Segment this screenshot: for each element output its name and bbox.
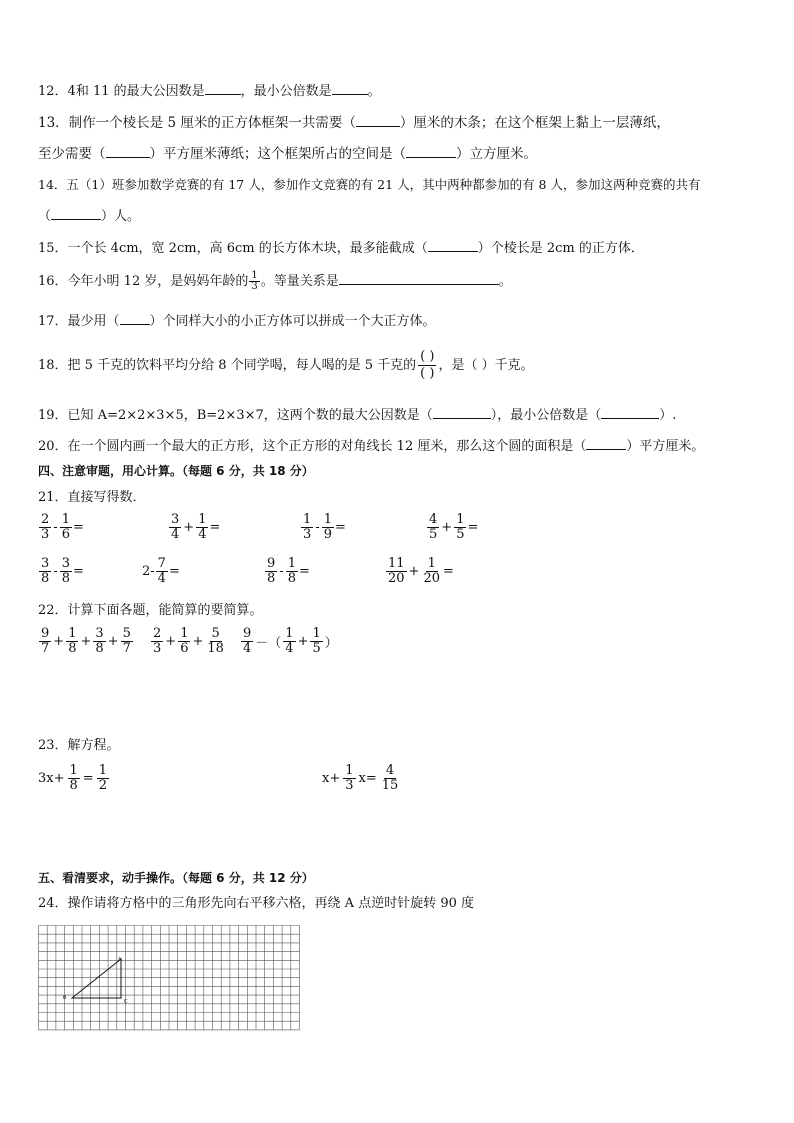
fraction: $\frac{9}{4}$ <box>243 626 252 656</box>
section-5-heading: 五、看清要求，动手操作。（每题 6 分，共 12 分） <box>38 871 314 885</box>
fraction: $\frac{1}{5}$ <box>456 512 465 542</box>
fraction: $\frac{5}{18}$ <box>207 626 224 656</box>
q21-expression: $\frac{2}{3}$ - $\frac{1}{6}$ = <box>41 512 84 542</box>
q21-expression: 2- $\frac{7}{4}$ = <box>142 556 180 586</box>
answer-blank[interactable] <box>51 207 101 220</box>
question-24-title: 24．操作请将方格中的三角形先向右平移六格，再绕 A 点逆时针旋转 90 度 <box>38 896 475 911</box>
grid-diagram[interactable] <box>38 925 300 1037</box>
q21-expression: $\frac{9}{8}$ - $\frac{1}{8}$ = <box>267 556 310 586</box>
question-13-line-1: 13．制作一个棱长是 5 厘米的正方体框架一共需要（ ）厘米的木条；在这个框架上黏上一层薄纸， <box>38 115 670 131</box>
q22-expression-2: $\frac{2}{3}$ + $\frac{1}{6}$ + $\frac{5}{18}$ <box>153 626 224 656</box>
answer-blank[interactable] <box>205 82 241 95</box>
fraction: $\frac{1}{8}$ <box>69 763 78 793</box>
answer-blank[interactable] <box>586 437 626 450</box>
question-14-line-2: （ ）人。 <box>38 209 141 224</box>
fraction: $\frac{4}{15}$ <box>381 763 399 793</box>
fraction: $\frac{2}{3}$ <box>41 512 50 542</box>
question-15: 15．一个长 4cm，宽 2cm，高 6cm 的长方体木块，最多能截成（ ）个棱长是 2cm 的正方体． <box>38 241 644 256</box>
fraction: $\frac{4}{5}$ <box>429 512 438 542</box>
fraction: $\frac{1}{8}$ <box>68 626 77 656</box>
answer-blank[interactable] <box>406 145 456 158</box>
q21-expression: $\frac{1}{3}$ - $\frac{1}{9}$ = <box>303 512 346 542</box>
grid-lines <box>39 926 300 1030</box>
q22-expression-1: $\frac{9}{7}$ + $\frac{1}{8}$ + $\frac{3}{8}$ + $\frac{5}{7}$ <box>41 626 131 656</box>
question-19: 19．已知 A=2×2×3×5，B=2×3×7，这两个数的最大公因数是（ ），最小公倍数是（ ）. <box>38 408 677 423</box>
question-20: 20．在一个圆内画一个最大的正方形，这个正方形的对角线长 12 厘米，那么这个圆的面积是（ ）平方厘米。 <box>38 439 705 454</box>
fraction: $\frac{1}{20}$ <box>423 556 440 586</box>
fraction: $\frac{1}{3}$ <box>345 763 354 793</box>
fraction: $\frac{3}{8}$ <box>61 556 70 586</box>
answer-blank[interactable] <box>332 82 368 95</box>
q22-expression-3: $\frac{9}{4}$ －（ $\frac{1}{4}$ + $\frac{1}{5}$ ） <box>243 626 338 656</box>
question-13-line-2: 至少需要（ ）平方厘米薄纸；这个框架所占的空间是（ ）立方厘米。 <box>38 146 537 162</box>
fraction: $\frac{1}{8}$ <box>287 556 296 586</box>
question-18: 18．把 5 千克的饮料平均分给 8 个同学喝，每人喝的是 5 千克的 $\frac{( )}{( )}$ ，是（ ）千克。 <box>38 349 534 381</box>
answer-blank[interactable] <box>106 145 150 158</box>
answer-blank[interactable] <box>601 406 659 419</box>
answer-blank[interactable] <box>433 406 491 419</box>
question-12: 12．4和 11 的最大公因数是 ，最小公倍数是 。 <box>38 84 381 99</box>
fraction: $\frac{5}{7}$ <box>122 626 131 656</box>
fraction: $\frac{1}{5}$ <box>312 626 321 656</box>
fraction: $\frac{7}{4}$ <box>157 556 166 586</box>
section-4-heading: 四、注意审题，用心计算。（每题 6 分，共 18 分） <box>38 464 314 478</box>
question-14-line-1: 14．五（1）班参加数学竞赛的有 17 人，参加作文竞赛的有 21 人，其中两种都参加的有 8 人，参加这两种竞赛的共有 <box>38 177 701 192</box>
fraction: $\frac{11}{20}$ <box>388 556 405 586</box>
fraction: $\frac{1}{4}$ <box>198 512 207 542</box>
question-17: 17．最少用（ ）个同样大小的小正方体可以拼成一个大正方体。 <box>38 314 436 329</box>
fraction: $\frac{1}{9}$ <box>323 512 332 542</box>
q21-expression: $\frac{11}{20}$ + $\frac{1}{20}$ = <box>388 556 454 586</box>
fraction: $\frac{9}{8}$ <box>267 556 276 586</box>
fraction: $\frac{1}{6}$ <box>180 626 189 656</box>
fraction: $\frac{1}{2}$ <box>98 763 107 793</box>
vertex-label-a: A <box>118 957 122 963</box>
blank-fraction[interactable]: $\frac{( )}{( )}$ <box>420 349 435 381</box>
fraction: $\frac{1}{3}$ <box>303 512 312 542</box>
fraction: $\frac{3}{8}$ <box>41 556 50 586</box>
q21-expression: $\frac{4}{5}$ + $\frac{1}{5}$ = <box>429 512 479 542</box>
triangle-abc <box>72 959 121 998</box>
question-23-title: 23．解方程。 <box>38 738 120 753</box>
vertex-label-b: B <box>63 995 67 1001</box>
fraction: $\frac{9}{7}$ <box>41 626 50 656</box>
fraction: $\frac{3}{8}$ <box>95 626 104 656</box>
fraction: $\frac{3}{4}$ <box>171 512 180 542</box>
answer-blank[interactable] <box>356 114 400 127</box>
question-22-title: 22．计算下面各题，能简算的要简算。 <box>38 603 263 618</box>
question-21-title: 21．直接写得数． <box>38 490 146 505</box>
fraction: $\frac{1}{3}$ <box>251 270 258 292</box>
fraction: $\frac{1}{6}$ <box>61 512 70 542</box>
answer-blank[interactable] <box>120 312 150 325</box>
q23-equation-1: 3x+ $\frac{1}{8}$ = $\frac{1}{2}$ <box>38 763 107 793</box>
answer-blank[interactable] <box>428 239 478 252</box>
answer-blank[interactable] <box>339 272 499 285</box>
q21-expression: $\frac{3}{4}$ + $\frac{1}{4}$ = <box>171 512 221 542</box>
q21-expression: $\frac{3}{8}$ - $\frac{3}{8}$ = <box>41 556 84 586</box>
q23-equation-2: x+ $\frac{1}{3}$ x= $\frac{4}{15}$ <box>322 763 399 793</box>
question-16: 16．今年小明 12 岁，是妈妈年龄的 $\frac{1}{3}$ 。等量关系是 。 <box>38 270 512 292</box>
fraction: $\frac{1}{4}$ <box>285 626 294 656</box>
vertex-label-c: C <box>124 999 128 1005</box>
fraction: $\frac{2}{3}$ <box>153 626 162 656</box>
